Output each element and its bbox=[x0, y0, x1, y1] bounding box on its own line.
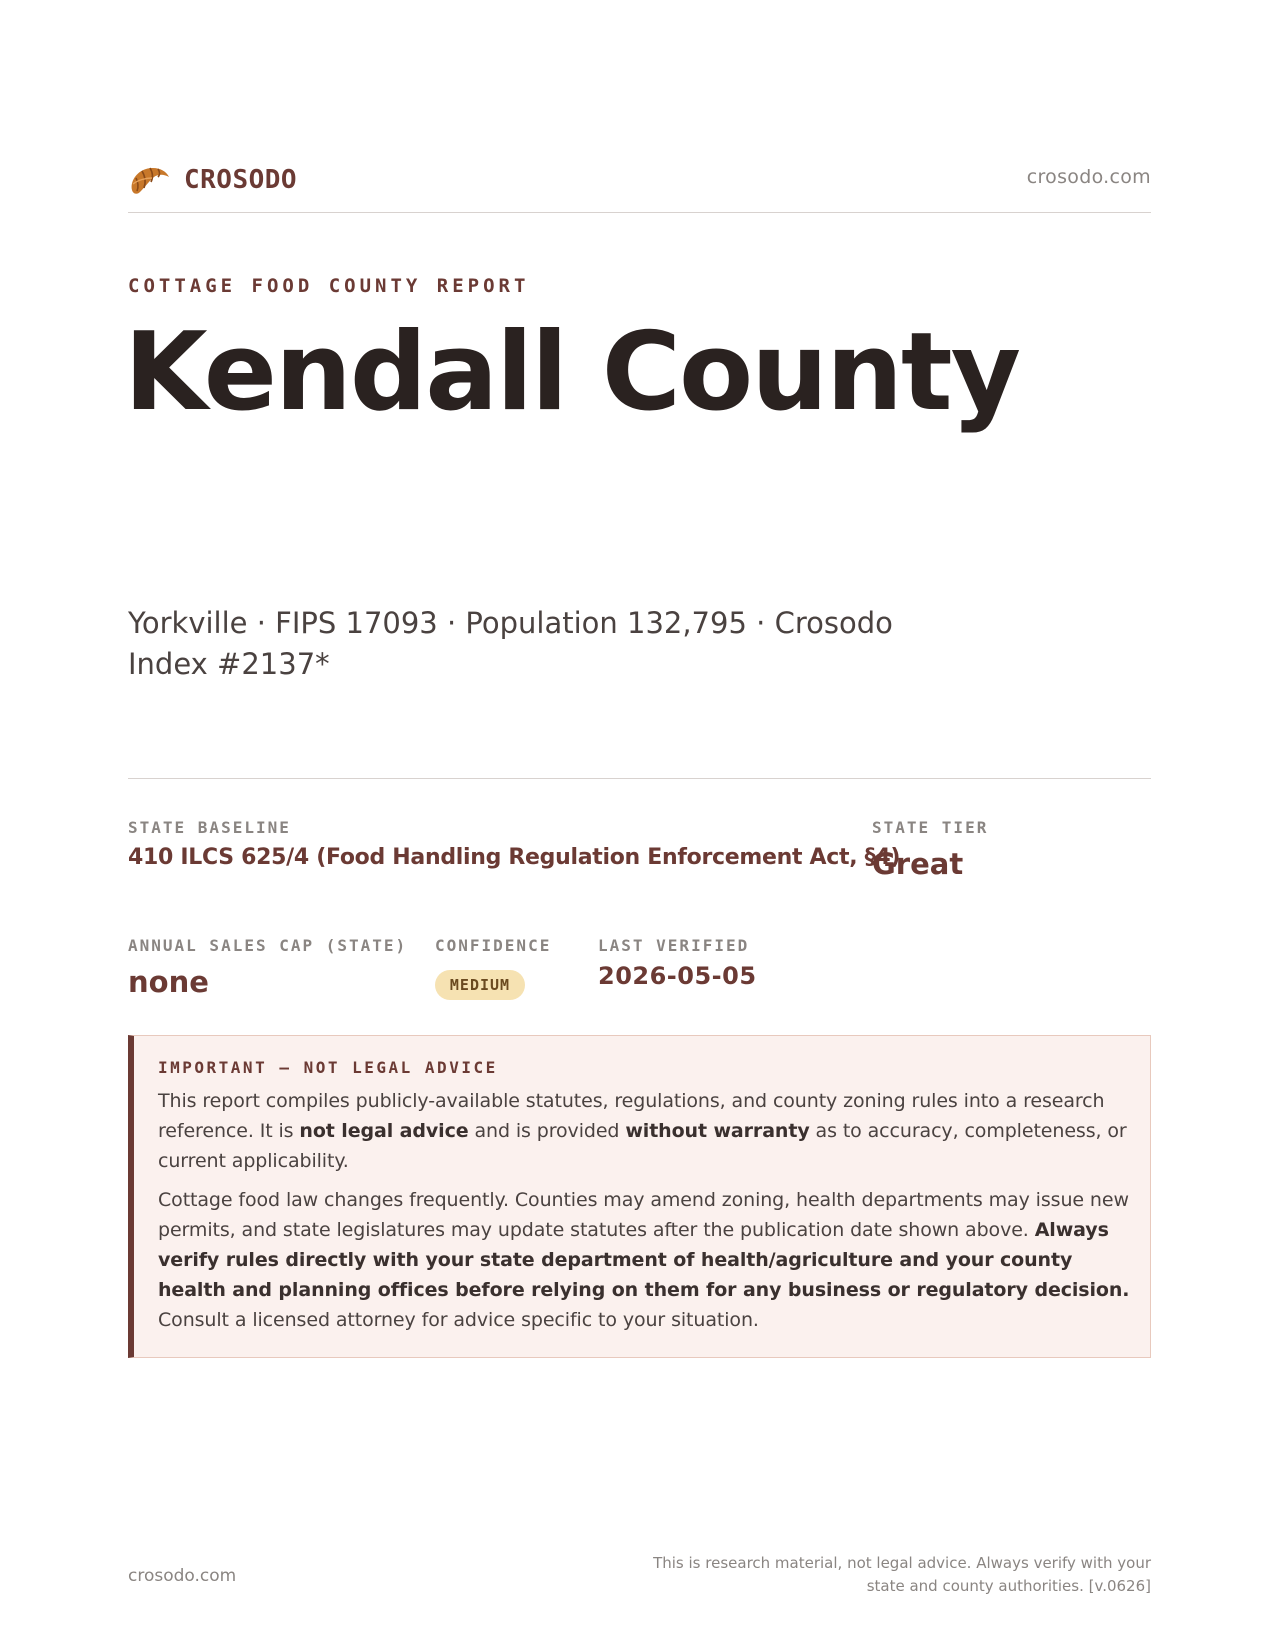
report-kicker: COTTAGE FOOD COUNTY REPORT bbox=[128, 275, 530, 297]
report-subtitle: Yorkville · FIPS 17093 · Population 132,795 · Crosodo Index #2137* bbox=[128, 606, 893, 681]
confidence-badge: MEDIUM bbox=[435, 970, 525, 1000]
footer-site[interactable]: crosodo.com bbox=[128, 1566, 237, 1586]
confidence-label: CONFIDENCE bbox=[435, 936, 552, 955]
section-divider bbox=[128, 778, 1151, 779]
last-verified-value: 2026-05-05 bbox=[598, 962, 757, 990]
report-page bbox=[124, 0, 1151, 1650]
brand-name: CROSODO bbox=[184, 165, 298, 195]
page-header bbox=[128, 160, 1151, 213]
site-link[interactable]: crosodo.com bbox=[1026, 166, 1151, 188]
state-tier-value: Great bbox=[872, 847, 964, 881]
state-tier-label: STATE TIER bbox=[872, 818, 989, 837]
state-baseline-label: STATE BASELINE bbox=[128, 818, 291, 837]
sales-cap-label: ANNUAL SALES CAP (STATE) bbox=[128, 936, 408, 955]
footer-disclaimer: This is research material, not legal advice. Always verify with your state and county authorities. [v.0626] bbox=[653, 1554, 1151, 1595]
croissant-icon bbox=[128, 160, 172, 200]
notice-paragraph-1: This report compiles publicly-available statutes, regulations, and county zoning rules into a research reference. It is not legal advice and is provided without warranty as to accuracy, completeness, or current applicability. bbox=[158, 1090, 1127, 1172]
page-title: Kendall County bbox=[124, 310, 1020, 435]
notice-title: IMPORTANT — NOT LEGAL ADVICE bbox=[158, 1058, 498, 1077]
last-verified-label: LAST VERIFIED bbox=[598, 936, 750, 955]
notice-paragraph-2: Cottage food law changes frequently. Counties may amend zoning, health departments may issue new permits, and state legislatures may update statutes after the publication date shown above. Always verify rules directly with your state department of health/agriculture and your county health and planning offices before relying on them for any business or regulatory decision. Consult a licensed attorney for advice specific to your situation. bbox=[158, 1189, 1130, 1331]
state-baseline-value: 410 ILCS 625/4 (Food Handling Regulation Enforcement Act, §4) bbox=[128, 845, 901, 870]
legal-notice bbox=[128, 1035, 1151, 1358]
brand[interactable] bbox=[128, 160, 297, 200]
sales-cap-value: none bbox=[128, 965, 209, 999]
